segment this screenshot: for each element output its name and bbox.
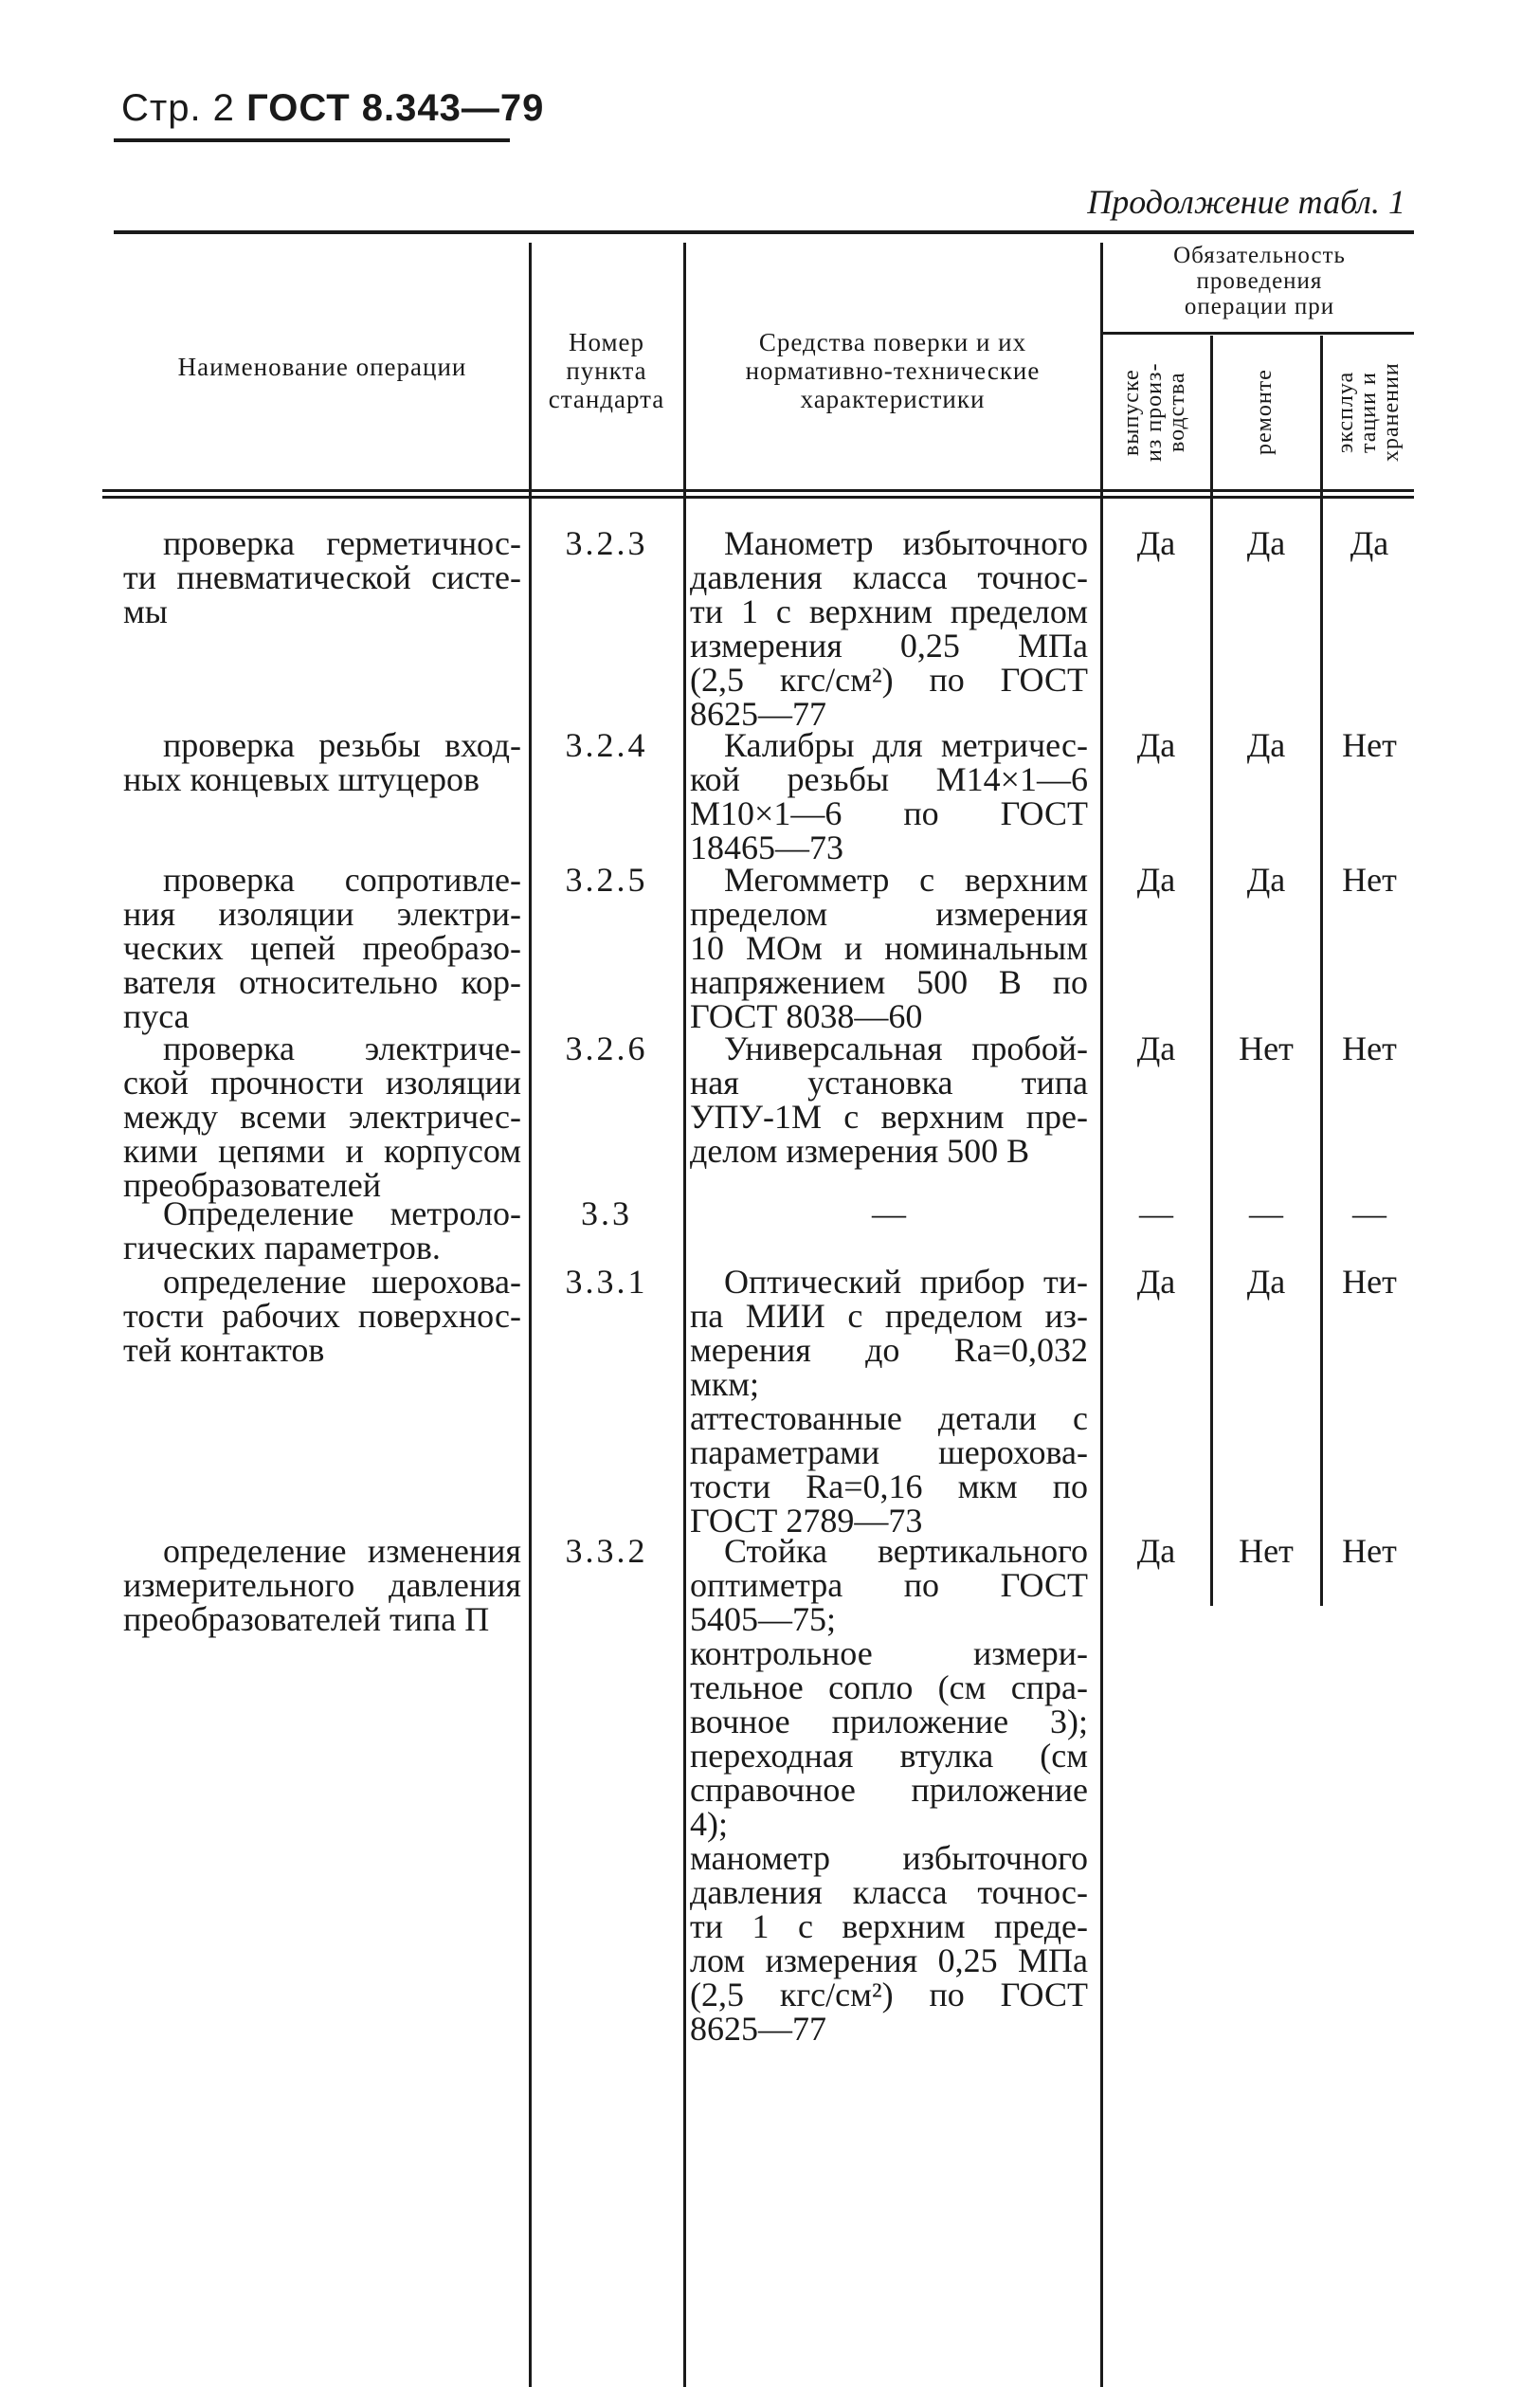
- text-line: Универсальная пробой-: [724, 1030, 1088, 1067]
- text-line: 10 МОм и номинальным: [690, 929, 1088, 967]
- text-line: между всеми электричес-: [123, 1098, 521, 1136]
- text-line: проверка резьбы вход-: [163, 726, 521, 764]
- operation-name: [123, 1031, 521, 1202]
- text-line: Стойка вертикального: [724, 1532, 1088, 1570]
- text-line: УПУ-1М с верхним пре-: [690, 1098, 1088, 1136]
- text-line: преобразователей: [123, 1166, 382, 1204]
- header-clause: Номер пункта стандарта: [548, 328, 665, 413]
- text-line: ческих цепей преобразо-: [123, 929, 521, 967]
- header-operation-storage: эксплуа тации и хранении: [1333, 362, 1404, 463]
- obligation-operation: Да: [1350, 524, 1389, 562]
- text-line: контрольное измери-: [690, 1634, 1088, 1672]
- text-line: аттестованные детали с: [690, 1399, 1088, 1437]
- obligation-release: Да: [1136, 1263, 1176, 1301]
- header-bottom-rule: [102, 489, 1414, 492]
- text-line: Манометр избыточного: [724, 524, 1088, 562]
- text-line: 4);: [690, 1805, 728, 1843]
- text-line: вочное приложение 3);: [690, 1703, 1088, 1740]
- verification-means: [690, 526, 1088, 731]
- text-line: мерения до Ra=0,032: [690, 1331, 1088, 1369]
- operation-name: [123, 1534, 521, 1636]
- obligation-operation: Нет: [1342, 1263, 1397, 1301]
- clause-number: 3.2.4: [565, 726, 648, 764]
- clause-number: 3.2.3: [565, 524, 648, 562]
- text-line: ния изоляции электри-: [123, 895, 521, 933]
- text-line: напряжением 500 В по: [690, 963, 1088, 1001]
- standard-number: ГОСТ 8.343—79: [246, 87, 545, 129]
- text-line: мы: [123, 592, 168, 630]
- obligation-repair: Да: [1246, 1263, 1286, 1301]
- text-line: измерения 0,25 МПа: [690, 627, 1088, 665]
- header-operation: Наименование операции: [177, 353, 467, 381]
- verification-means: [690, 1265, 1088, 1538]
- obligation-release: Да: [1136, 861, 1176, 899]
- text-line: 18465—73: [690, 829, 843, 866]
- text-line: (2,5 кгс/см²) по ГОСТ: [690, 1976, 1088, 2013]
- verification-means: —: [872, 1194, 906, 1232]
- text-line: Калибры для метричес-: [724, 726, 1088, 764]
- obligation-release: Да: [1136, 524, 1176, 562]
- text-line: оптиметра по ГОСТ: [690, 1566, 1088, 1604]
- text-line: манометр избыточного: [690, 1839, 1088, 1877]
- col-rule-4: [1210, 336, 1213, 1606]
- text-line: ской прочности изоляции: [123, 1064, 521, 1102]
- operation-name: [123, 728, 521, 796]
- text-line: давления класса точнос-: [690, 1873, 1088, 1911]
- obligation-operation: Нет: [1342, 861, 1397, 899]
- text-line: ти пневматической систе-: [123, 558, 521, 596]
- obligation-release: Да: [1136, 1532, 1176, 1570]
- text-line: лом измерения 0,25 МПа: [690, 1941, 1088, 1979]
- text-line: определение изменения: [163, 1532, 521, 1570]
- obligation-repair: Да: [1246, 726, 1286, 764]
- clause-number: 3.2.5: [565, 861, 648, 899]
- clause-number: 3.2.6: [565, 1030, 648, 1067]
- clause-number: 3.3.2: [565, 1532, 648, 1570]
- text-line: 8625—77: [690, 695, 826, 733]
- page-header: [121, 87, 544, 130]
- verification-means: [690, 1031, 1088, 1168]
- text-line: делом измерения 500 В: [690, 1132, 1030, 1170]
- text-line: пуса: [123, 997, 190, 1035]
- operation-name: [123, 1265, 521, 1367]
- obligation-repair: Да: [1246, 524, 1286, 562]
- obligation-operation: Нет: [1342, 726, 1397, 764]
- col-rule-1: [529, 243, 532, 2387]
- text-line: проверка электриче-: [163, 1030, 521, 1067]
- obligation-rule: [1101, 332, 1414, 335]
- text-line: па МИИ с пределом из-: [690, 1297, 1088, 1335]
- text-line: кой резьбы М14×1—6: [690, 760, 1088, 798]
- obligation-operation: Нет: [1342, 1532, 1397, 1570]
- text-line: мкм;: [690, 1365, 760, 1403]
- text-line: преобразователей типа П: [123, 1600, 490, 1638]
- obligation-repair: —: [1249, 1194, 1283, 1232]
- obligation-repair: Нет: [1239, 1030, 1294, 1067]
- header-obligation: Обязательность проведения операции при: [1173, 243, 1346, 319]
- continuation-label: Продолжение табл. 1: [1087, 183, 1405, 221]
- text-line: ти 1 с верхним пределом: [690, 592, 1088, 630]
- page-label: Стр. 2: [121, 87, 235, 129]
- obligation-operation: —: [1352, 1194, 1386, 1232]
- text-line: вателя относительно кор-: [123, 963, 521, 1001]
- text-line: тельное сопло (см спра-: [690, 1668, 1088, 1706]
- text-line: справочное приложение: [690, 1771, 1088, 1809]
- verification-means: [690, 863, 1088, 1033]
- text-line: тей контактов: [123, 1331, 325, 1369]
- text-line: ГОСТ 8038—60: [690, 997, 923, 1035]
- text-line: Определение метроло-: [163, 1194, 521, 1232]
- text-line: 5405—75;: [690, 1600, 837, 1638]
- operation-name: [123, 1196, 521, 1265]
- clause-number: 3.3: [581, 1194, 632, 1232]
- col-rule-5: [1320, 336, 1323, 1606]
- text-line: проверка сопротивле-: [163, 861, 521, 899]
- text-line: Оптический прибор ти-: [724, 1263, 1088, 1301]
- text-line: 8625—77: [690, 2010, 826, 2048]
- text-line: (2,5 кгс/см²) по ГОСТ: [690, 661, 1088, 699]
- header-rule: [114, 138, 510, 142]
- obligation-release: —: [1139, 1194, 1173, 1232]
- text-line: определение шерохова-: [163, 1263, 521, 1301]
- text-line: параметрами шерохова-: [690, 1433, 1088, 1471]
- text-line: проверка герметичнос-: [163, 524, 521, 562]
- obligation-operation: Нет: [1342, 1030, 1397, 1067]
- text-line: кими цепями и корпусом: [123, 1132, 521, 1170]
- table-top-rule: [114, 230, 1414, 234]
- text-line: пределом измерения: [690, 895, 1088, 933]
- clause-number: 3.3.1: [565, 1263, 648, 1301]
- col-rule-3: [1100, 243, 1103, 2387]
- text-line: ных концевых штуцеров: [123, 760, 480, 798]
- header-bottom-rule-2: [102, 496, 1414, 499]
- verification-means: [690, 728, 1088, 865]
- text-line: давления класса точнос-: [690, 558, 1088, 596]
- text-line: измерительного давления: [123, 1566, 521, 1604]
- obligation-repair: Нет: [1239, 1532, 1294, 1570]
- obligation-repair: Да: [1246, 861, 1286, 899]
- header-release: выпуске из произ- водства: [1119, 362, 1189, 463]
- text-line: тости Ra=0,16 мкм по: [690, 1467, 1088, 1505]
- verification-means: [690, 1534, 1088, 2046]
- text-line: переходная втулка (см: [690, 1737, 1088, 1775]
- text-line: Мегомметр с верхним: [724, 861, 1088, 899]
- text-line: ная установка типа: [690, 1064, 1088, 1102]
- text-line: М10×1—6 по ГОСТ: [690, 794, 1088, 832]
- col-rule-2: [683, 243, 686, 2387]
- text-line: гических параметров.: [123, 1229, 441, 1266]
- obligation-release: Да: [1136, 726, 1176, 764]
- text-line: тости рабочих поверхнос-: [123, 1297, 521, 1335]
- text-line: ГОСТ 2789—73: [690, 1502, 923, 1540]
- obligation-release: Да: [1136, 1030, 1176, 1067]
- operation-name: [123, 863, 521, 1033]
- header-means: Средства поверки и их нормативно-технические характеристики: [745, 328, 1041, 413]
- header-repair: ремонте: [1252, 369, 1277, 456]
- text-line: ти 1 с верхним преде-: [690, 1907, 1088, 1945]
- operation-name: [123, 526, 521, 629]
